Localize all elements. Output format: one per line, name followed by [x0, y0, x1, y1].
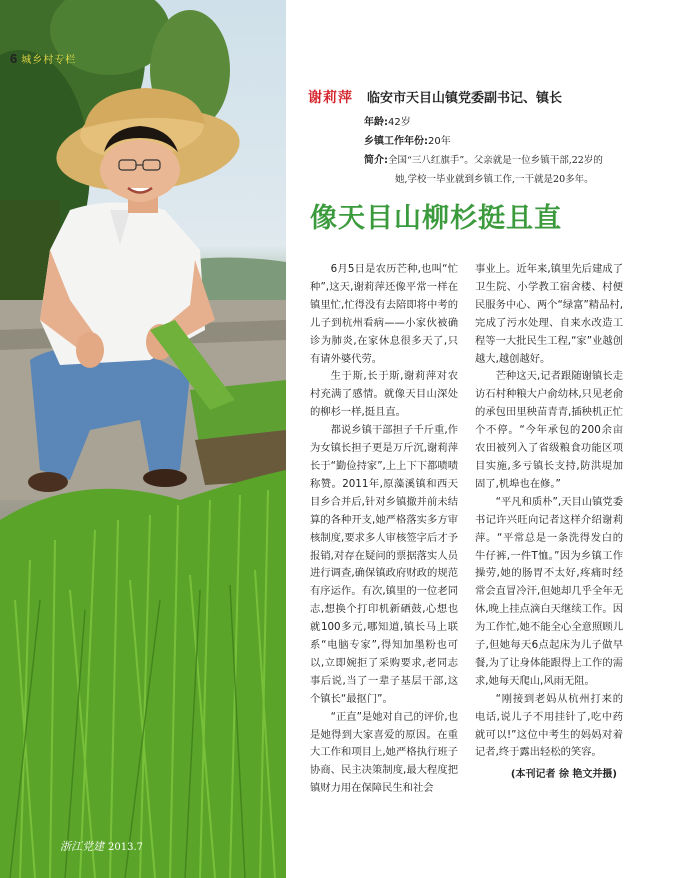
page-number: 6 [10, 50, 18, 66]
cover-photo [0, 0, 286, 878]
years-label: 乡镇工作年份: [364, 136, 428, 147]
article-column-2 [475, 261, 623, 784]
profile-box [308, 87, 668, 189]
paragraph: 生于斯,长于斯,谢莉萍对农村充满了感情。就像天目山深处的柳杉一样,挺且直。 [310, 370, 458, 419]
section-label: 城乡村专栏 [21, 54, 77, 66]
years-value: 20年 [428, 136, 451, 147]
paragraph: “刚接到老妈从杭州打来的电话,说儿子不用挂针了,吃中药就可以!”这位中考生的妈妈对着记者,终于露出轻松的笑容。 [475, 692, 623, 759]
article-column-1 [310, 261, 458, 798]
paragraph: 6月5日是农历芒种,也叫“忙种”,这天,谢莉萍还像平常一样在镇里忙,忙得没有去陪即将中考的儿子到杭州看病——小家伙被确诊为肺炎,在家休息很多天了,只有请外婆代劳。 [310, 263, 458, 365]
person-name: 谢莉萍 [308, 90, 353, 106]
age-value: 42岁 [388, 117, 411, 128]
article-headline: 像天目山柳杉挺且直 [310, 203, 562, 234]
photo-illustration [0, 0, 286, 878]
article-byline: (本刊记者 徐 艳文并摄) [510, 769, 617, 781]
intro-label: 简介: [364, 155, 388, 166]
paragraph: 事业上。近年来,镇里先后建成了卫生院、小学教工宿舍楼、村便民服务中心、两个“绿富”精品村,完成了污水处理、自来水改造工程等一大批民生工程,“家”业越创越大,越创越好。 [475, 263, 623, 365]
intro-line-2: 她,学校一毕业就到乡镇工作,一干就是20多年。 [395, 174, 594, 185]
paragraph: 芒种这天,记者跟随谢镇长走访石村种粮大户俞幼林,只见老俞的承包田里秧苗青青,插秧机正忙个不停。“今年承包的200余亩农田被列入了省级粮食功能区项目实施,多亏镇长支持,防洪堤加固了,机埠也在修。” [475, 370, 623, 490]
person-role: 临安市天目山镇党委副书记、镇长 [367, 91, 563, 106]
issue-number: 2013.7 [108, 842, 143, 853]
age-label: 年龄: [364, 117, 388, 128]
publication-mark [60, 838, 143, 854]
intro-row [364, 151, 668, 170]
years-row [364, 132, 668, 151]
profile-meta [364, 113, 668, 189]
paragraph: 都说乡镇干部担子千斤重,作为女镇长担子更是万斤沉,谢莉萍长于“勤俭持家”,上上下下都啧啧称赞。2011年,原藻溪镇和西天目乡合并后,针对乡镇撤并前未结算的各种开支,她严格落实多方审核制度,要求多人审核签字后才予报销,对存在疑问的票据落实人员进行调查,确保镇政府财政的规范有序运作。有次,镇里的一位老同志,想换个打印机新硒鼓,心想也就100多元,哪知道,镇长马上联系“电脑专家”,得知加墨粉也可以,立即婉拒了采购要求,老同志事后说,当了一辈子基层干部,这个镇长“最抠门”。 [310, 424, 458, 705]
page-tab [10, 50, 76, 66]
age-row [364, 113, 668, 132]
paragraph: “平凡和质朴”,天目山镇党委书记许兴旺向记者这样介绍谢莉萍。“平常总是一条洗得发白的牛仔裤,一件T恤。”因为乡镇工作操劳,她的肠胃不太好,疼痛时经常会直冒冷汗,但她却几乎全年无休,晚上挂点滴白天继续工作。因为工作忙,她不能全心全意照顾儿子,但她每天6点起床为儿子做早餐,为了让身体能跟得上工作的需求,她每天爬山,风雨无阻。 [475, 495, 623, 687]
paragraph: “正直”是她对自己的评价,也是她得到大家喜爱的原因。在重大工作和项目上,她严格执行班子协商、民主决策制度,最大程度把镇财力用在保障民生和社会 [310, 710, 458, 795]
intro-line-1: 全国“三八红旗手”。父亲就是一位乡镇干部,22岁的 [388, 155, 603, 166]
publication-logo: 浙江党建 [60, 840, 104, 853]
name-line [308, 87, 668, 107]
